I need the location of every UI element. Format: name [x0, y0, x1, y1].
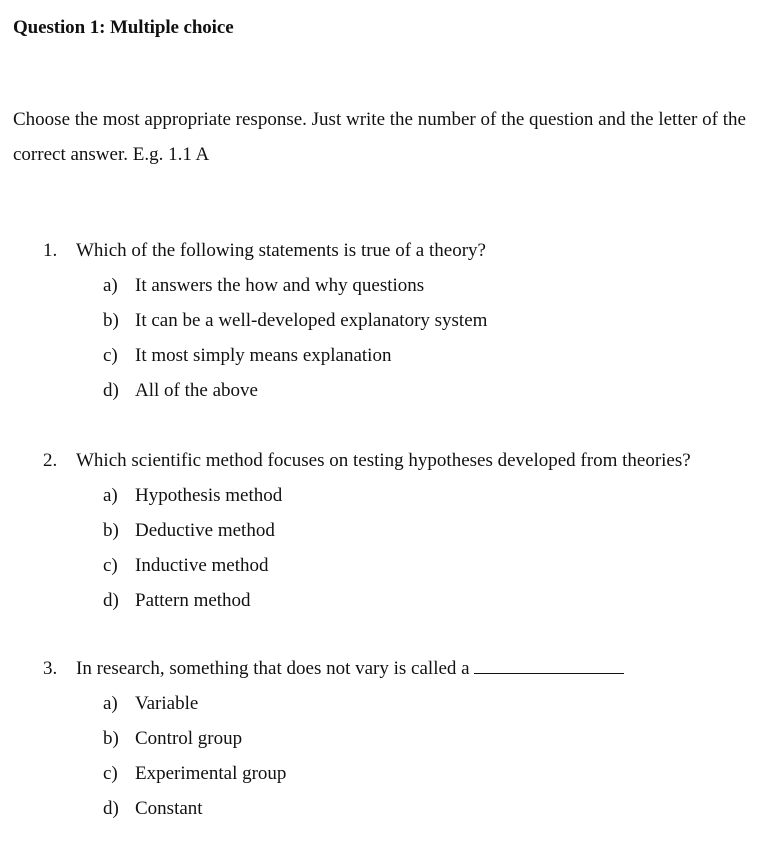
- question-3: [0, 651, 771, 826]
- option-text: It most simply means explanation: [135, 345, 392, 366]
- option-text: It answers the how and why questions: [135, 275, 425, 296]
- question-2: [0, 443, 771, 618]
- option-letter: d): [103, 380, 119, 401]
- option-letter: a): [103, 485, 118, 506]
- question-stem: [0, 443, 771, 478]
- option-b: [0, 513, 771, 548]
- option-text: Inductive method: [135, 555, 269, 576]
- option-letter: c): [103, 763, 118, 784]
- option-text: Constant: [135, 798, 203, 819]
- option-c: [0, 338, 771, 373]
- option-letter: b): [103, 728, 119, 749]
- question-number: 1.: [43, 240, 58, 261]
- option-a: [0, 478, 771, 513]
- option-c: [0, 548, 771, 583]
- answer-blank-line: [474, 655, 624, 674]
- option-text: Pattern method: [135, 590, 251, 611]
- option-letter: b): [103, 310, 119, 331]
- option-text: Hypothesis method: [135, 485, 283, 506]
- option-letter: d): [103, 590, 119, 611]
- option-letter: a): [103, 693, 118, 714]
- option-text: Deductive method: [135, 520, 275, 541]
- question-text: Which scientific method focuses on testing hypotheses developed from theories?: [76, 450, 691, 471]
- option-a: [0, 686, 771, 721]
- question-text: Which of the following statements is true of a theory?: [76, 240, 486, 261]
- section-title: Question 1: Multiple choice: [13, 17, 234, 38]
- option-letter: b): [103, 520, 119, 541]
- option-text: Variable: [135, 693, 199, 714]
- option-letter: a): [103, 275, 118, 296]
- option-b: [0, 303, 771, 338]
- question-number: 2.: [43, 450, 58, 471]
- option-c: [0, 756, 771, 791]
- option-b: [0, 721, 771, 756]
- question-text-wrapper: [76, 651, 624, 686]
- option-d: [0, 373, 771, 408]
- option-a: [0, 268, 771, 303]
- instructions-paragraph: Choose the most appropriate response. Just write the number of the question and the letter of the correct answer. E.g. 1.1 A: [13, 109, 746, 165]
- option-d: [0, 583, 771, 618]
- option-letter: d): [103, 798, 119, 819]
- option-text: Experimental group: [135, 763, 287, 784]
- option-text: It can be a well-developed explanatory system: [135, 310, 488, 331]
- question-stem: [0, 233, 771, 268]
- question-text: In research, something that does not vary is called a: [76, 658, 470, 679]
- question-number: 3.: [43, 658, 58, 679]
- option-d: [0, 791, 771, 826]
- option-letter: c): [103, 555, 118, 576]
- option-text: All of the above: [135, 380, 258, 401]
- option-text: Control group: [135, 728, 243, 749]
- question-stem: [0, 651, 771, 686]
- option-letter: c): [103, 345, 118, 366]
- question-1: [0, 233, 771, 408]
